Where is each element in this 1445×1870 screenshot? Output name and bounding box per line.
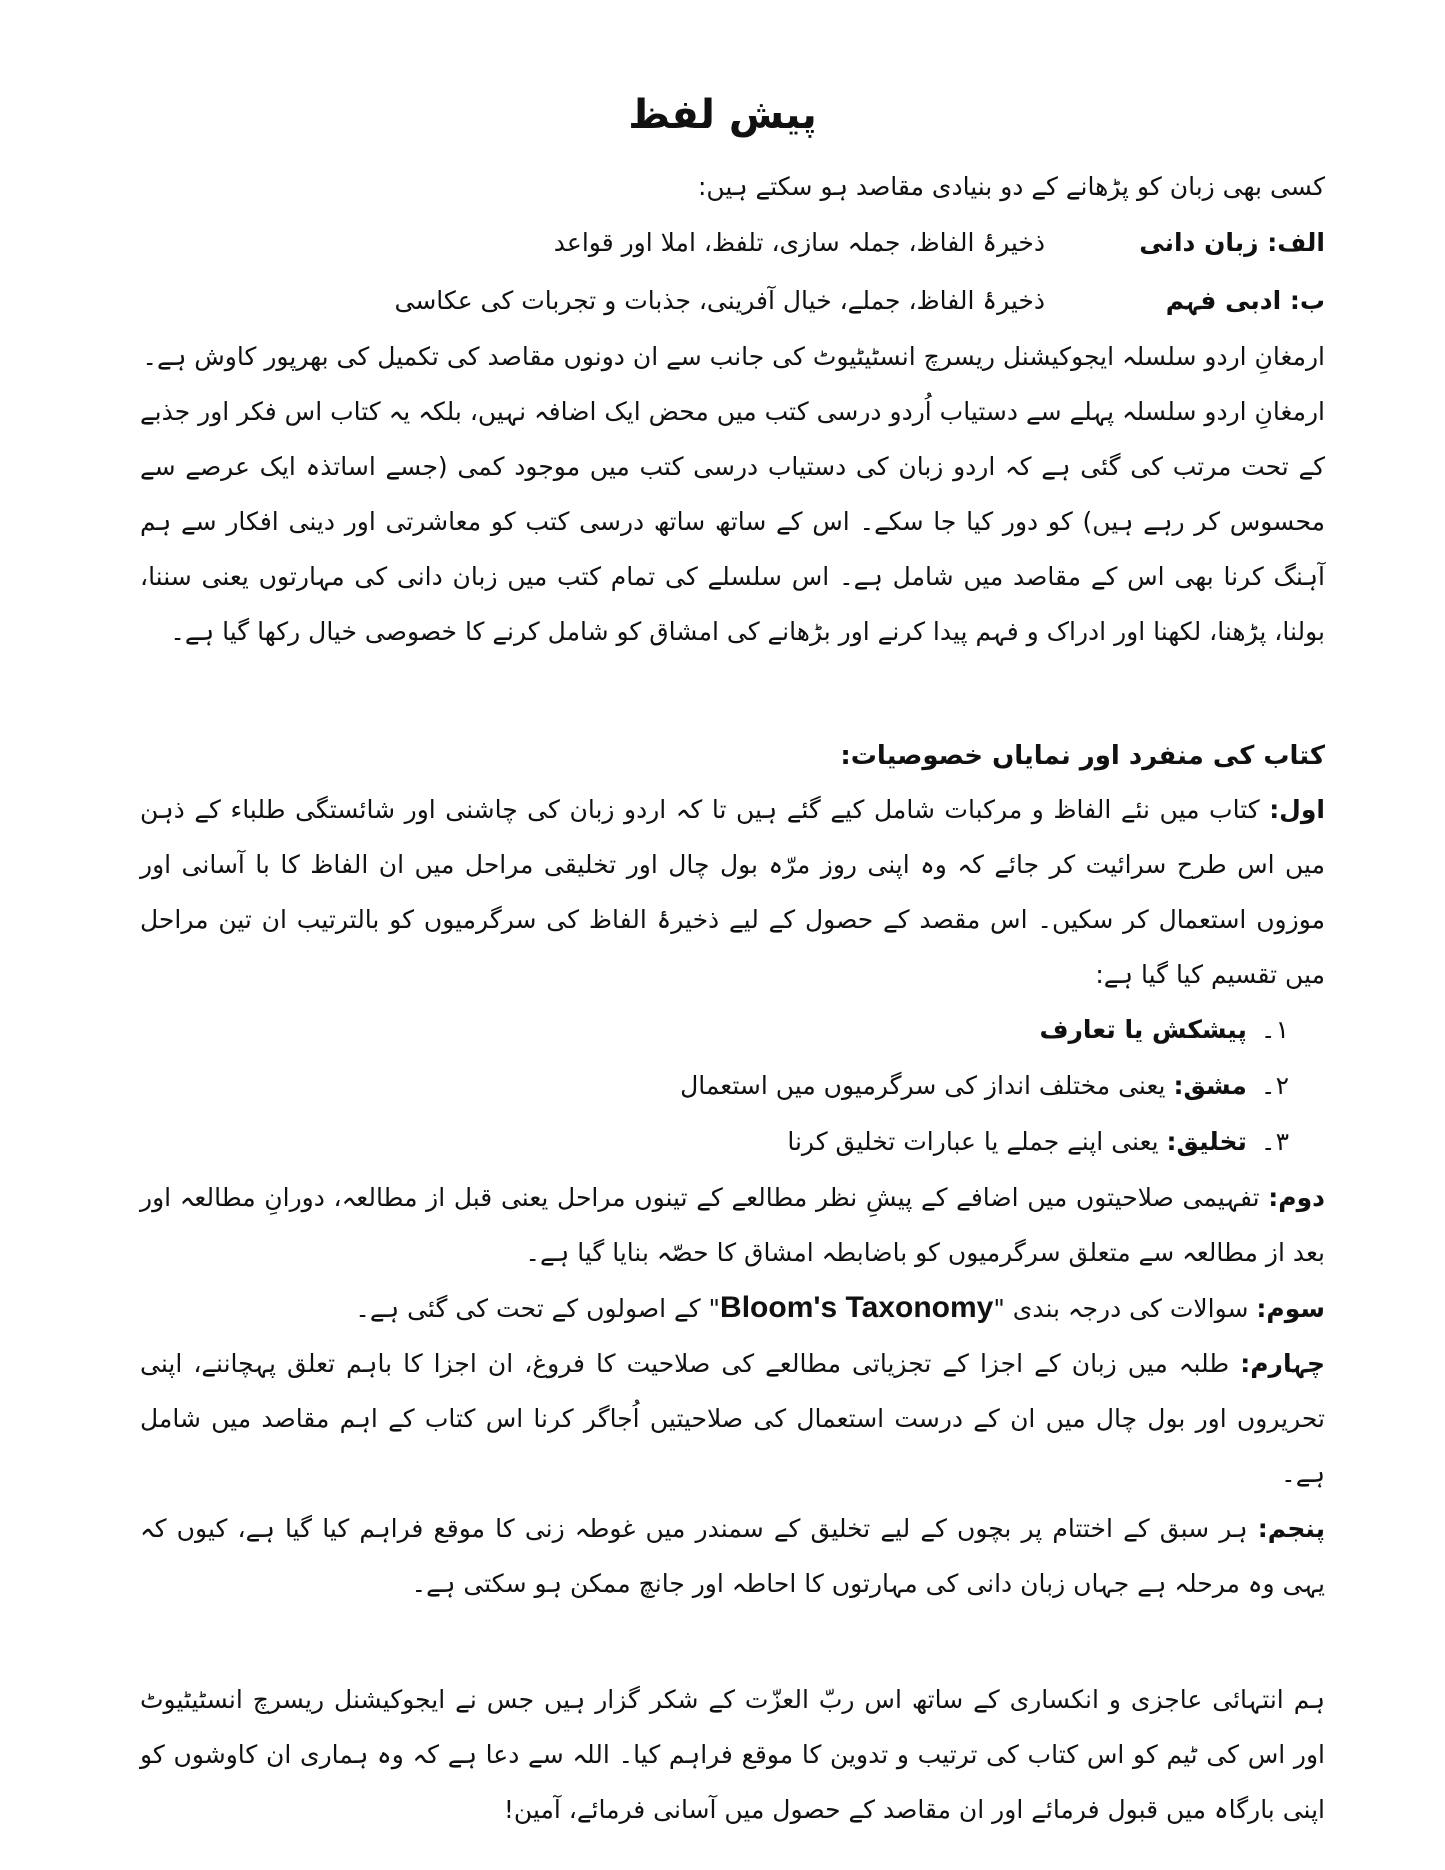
list-item — [140, 1002, 1325, 1058]
page-title: پیش لفظ — [628, 92, 817, 138]
feature-text: سوالات کی درجہ بندی " — [993, 1294, 1257, 1323]
objective-value: ذخیرۂ الفاظ، جملہ سازی، تلفظ، املا اور قواعد — [553, 228, 1045, 257]
bloom-taxonomy-term: Bloom's Taxonomy — [720, 1291, 994, 1324]
closing-paragraph: ہم انتہائی عاجزی و انکساری کے ساتھ اس ربّ العزّت کے شکر گزار ہیں جس نے ایجوکیشنل ریسرچ انسٹیٹیوٹ اور اس کی ٹیم کو اس کتاب کی ترتیب و تدوین کا موقع فراہم کیا۔ اللہ سے دعا ہے کہ وہ ہماری ان کاوشوں کو اپنی بارگاہ میں قبول فرمائے اور ان مقاصد کے حصول میں آسانی فرمائے، آمین! — [140, 1685, 1325, 1824]
feature-paragraph — [140, 782, 1325, 1002]
step-desc: یعنی مختلف انداز کی سرگرمیوں میں استعمال — [680, 1071, 1174, 1100]
steps-list — [140, 1002, 1325, 1170]
step-number: ۱۔ — [1260, 1015, 1289, 1044]
feature-text: ہر سبق کے اختتام پر بچوں کے لیے تخلیق کے سمندر میں غوطہ زنی کا موقع فراہم کیا گیا ہے، کیوں کہ یہی وہ مرحلہ ہے جہاں زبان دانی کی مہارتوں کا احاطہ اور جانچ ممکن ہو سکتی ہے۔ — [140, 1514, 1325, 1598]
intro-section — [140, 160, 1325, 659]
step-term: تخلیق: — [1166, 1127, 1247, 1156]
features-section — [140, 730, 1325, 1611]
feature-paragraph — [140, 1170, 1325, 1280]
list-item — [140, 1114, 1325, 1170]
feature-text: " کے اصولوں کے تحت کی گئی ہے۔ — [355, 1294, 721, 1323]
objective-value: ذخیرۂ الفاظ، جملے، خیال آفرینی، جذبات و تجربات کی عکاسی — [394, 286, 1045, 315]
feature-paragraph — [140, 1336, 1325, 1501]
step-number: ۲۔ — [1260, 1071, 1289, 1100]
feature-key: چہارم: — [1240, 1349, 1325, 1378]
objective-label: ب: ادبی فہم — [1165, 286, 1325, 315]
intro-paragraph: ارمغانِ اردو سلسلہ پہلے سے دستیاب اُردو درسی کتب میں محض ایک اضافہ نہیں، بلکہ یہ کتاب اس فکر اور جذبے کے تحت مرتب کی گئی ہے کہ اردو زبان کی دستیاب درسی کتب میں موجود کمی (جسے اساتذہ ایک عرصے سے محسوس کر رہے ہیں) کو دور کیا جا سکے۔ اس کے ساتھ ساتھ درسی کتب کو معاشرتی اور دینی افکار سے ہم آہنگ کرنا بھی اس کے مقاصد میں شامل ہے۔ اس سلسلے کی تمام کتب میں زبان دانی کی مہارتوں یعنی سننا، بولنا، پڑھنا، لکھنا اور ادراک و فہم پیدا کرنے اور بڑھانے کی امشاق کو شامل کرنے کا خصوصی خیال رکھا گیا ہے۔ — [140, 397, 1325, 646]
step-term: پیشکش یا تعارف — [1039, 1015, 1247, 1044]
feature-paragraph — [140, 1501, 1325, 1611]
closing-section — [140, 1672, 1325, 1837]
step-term: مشق: — [1173, 1071, 1247, 1100]
objective-row — [140, 272, 1325, 330]
feature-paragraph — [140, 1280, 1325, 1336]
feature-key: سوم: — [1256, 1294, 1325, 1323]
step-desc: یعنی اپنے جملے یا عبارات تخلیق کرنا — [787, 1127, 1167, 1156]
feature-text: طلبہ میں زبان کے اجزا کے تجزیاتی مطالعے کی صلاحیت کا فروغ، ان اجزا کا باہم تعلق پہچاننے، اپنی تحریروں اور بول چال میں ان کے درست استعمال کی صلاحیتیں اُجاگر کرنا اس کتاب کے اہم مقاصد میں شامل ہے۔ — [140, 1349, 1325, 1488]
feature-text: کتاب میں نئے الفاظ و مرکبات شامل کیے گئے ہیں تا کہ اردو زبان کی چاشنی اور شائستگی طلباء کے ذہن میں اس طرح سرائیت کر جائے کہ وہ اپنی روز مرّہ بول چال اور تخلیقی مراحل میں ان الفاظ کا با آسانی اور موزوں استعمال کر سکیں۔ اس مقصد کے حصول کے لیے ذخیرۂ الفاظ کی سرگرمیوں کو بالترتیب ان تین مراحل میں تقسیم کیا گیا ہے: — [140, 795, 1325, 989]
feature-text: تفہیمی صلاحیتوں میں اضافے کے پیشِ نظر مطالعے کے تینوں مراحل یعنی قبل از مطالعہ، دورانِ مطالعہ اور بعد از مطالعہ سے متعلق سرگرمیوں کو باضابطہ امشاق کا حصّہ بنایا گیا ہے۔ — [140, 1183, 1325, 1267]
intro-paragraph: ارمغانِ اردو سلسلہ ایجوکیشنل ریسرچ انسٹیٹیوٹ کی جانب سے ان دونوں مقاصد کی تکمیل کی بھرپور کاوش ہے۔ — [142, 342, 1325, 371]
feature-key: اول: — [1269, 795, 1325, 824]
objective-label: الف: زبان دانی — [1139, 228, 1325, 257]
list-item — [140, 1058, 1325, 1114]
features-heading: کتاب کی منفرد اور نمایاں خصوصیات: — [840, 741, 1325, 771]
feature-key: دوم: — [1268, 1183, 1325, 1212]
intro-lead: کسی بھی زبان کو پڑھانے کے دو بنیادی مقاصد ہو سکتے ہیں: — [697, 172, 1325, 201]
step-number: ۳۔ — [1260, 1127, 1289, 1156]
feature-key: پنجم: — [1257, 1514, 1325, 1543]
objective-row — [140, 214, 1325, 272]
